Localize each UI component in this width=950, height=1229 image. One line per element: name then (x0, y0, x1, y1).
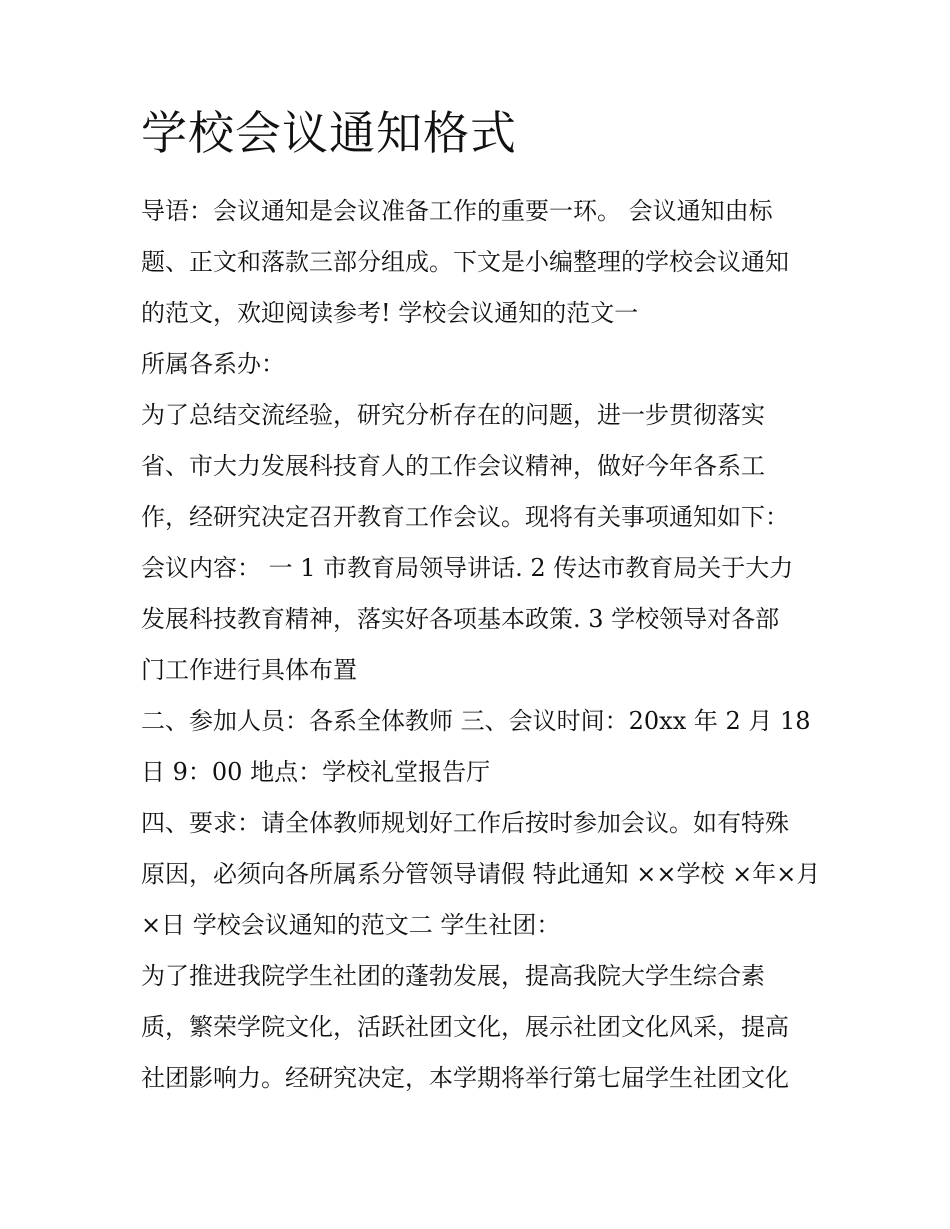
paragraph-attendees-time (141, 696, 821, 798)
document-title: 学校会议通知格式 (141, 106, 517, 160)
text-line: 省、市大力发展科技育人的工作会议精神，做好今年各系工 (141, 452, 765, 480)
paragraph-intro (141, 186, 821, 339)
document-page (141, 106, 821, 1104)
text-line: 会议内容： 一 1 市教育局领导讲话. 2 传达市教育局关于大力 (141, 554, 794, 582)
text-line: 门工作进行具体布置 (141, 656, 357, 684)
paragraph-requirements (141, 798, 821, 951)
paragraph-salutation (141, 339, 821, 390)
text-line: 原因，必须向各所属系分管领导请假 特此通知 ××学校 ×年×月 (141, 860, 821, 888)
text-line: 日 9：00 地点：学校礼堂报告厅 (141, 758, 491, 786)
text-line: 质，繁荣学院文化，活跃社团文化，展示社团文化风采，提高 (141, 1013, 789, 1041)
text-line: 的范文，欢迎阅读参考! 学校会议通知的范文一 (141, 299, 639, 327)
paragraph-purpose (141, 390, 821, 543)
text-line: ×日 学校会议通知的范文二 学生社团： (141, 911, 561, 939)
text-line: 导语：会议通知是会议准备工作的重要一环。 会议通知由标 (141, 197, 773, 225)
text-line: 社团影响力。经研究决定，本学期将举行第七届学生社团文化 (141, 1064, 789, 1092)
text-line: 作，经研究决定召开教育工作会议。现将有关事项通知如下： (141, 503, 789, 531)
text-line: 所属各系办： (141, 350, 285, 378)
text-line: 题、正文和落款三部分组成。下文是小编整理的学校会议通知 (141, 248, 789, 276)
text-line: 为了总结交流经验，研究分析存在的问题，进一步贯彻落实 (141, 401, 765, 429)
text-line: 为了推进我院学生社团的蓬勃发展，提高我院大学生综合素 (141, 962, 765, 990)
text-line: 四、要求：请全体教师规划好工作后按时参加会议。如有特殊 (141, 809, 789, 837)
paragraph-student-clubs (141, 951, 821, 1104)
text-line: 发展科技教育精神，落实好各项基本政策. 3 学校领导对各部 (141, 605, 780, 633)
paragraph-meeting-content (141, 543, 821, 696)
text-line: 二、参加人员：各系全体教师 三、会议时间：20xx 年 2 月 18 (141, 707, 811, 735)
